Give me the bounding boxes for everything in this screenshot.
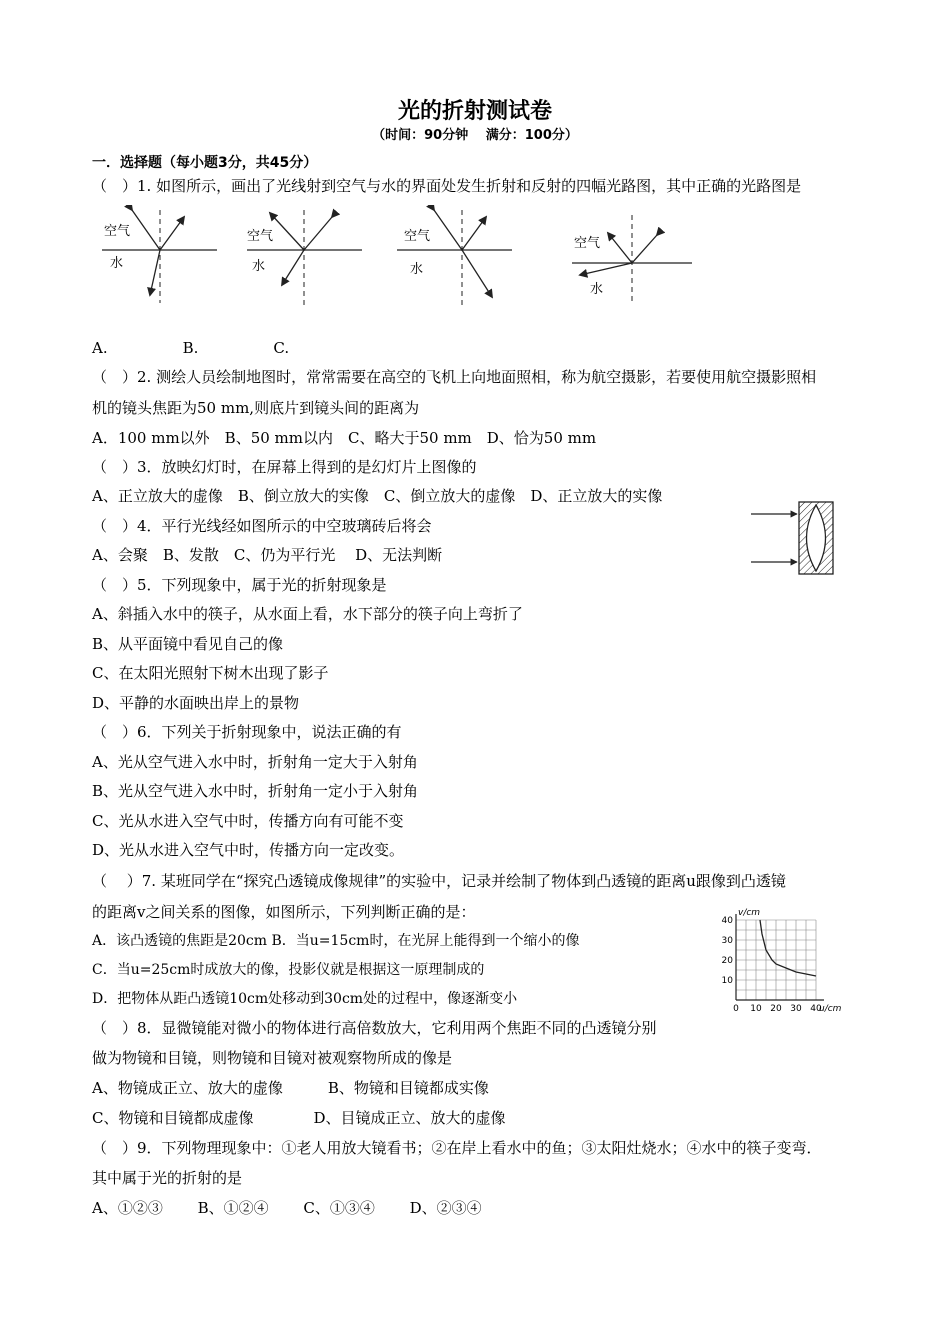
q7-options-ab: A．该凸透镜的焦距是20cm B．当u=15cm时，在光屏上能得到一个缩小的像 [92,933,580,949]
q4-stem: （ ）4．平行光线经如图所示的中空玻璃砖后将会 [92,517,432,535]
q5-option-a: A、斜插入水中的筷子，从水面上看，水下部分的筷子向上弯折了 [92,605,523,623]
diagram-4-air-label: 空气 [574,236,601,251]
q2-stem-2: 机的镜头焦距为50 mm,则底片到镜头间的距离为 [92,399,420,417]
y-tick-label: 40 [721,916,733,926]
q4-glass-brick-figure [745,498,855,578]
y-tick-label: 30 [721,936,733,946]
uv-chart [718,908,850,1016]
diagram-1 [102,210,217,303]
series-line [760,920,816,976]
diagram-1-water-label: 水 [110,256,124,271]
page-title: 光的折射测试卷 [397,99,552,124]
diagram-3 [397,210,512,305]
exam-info: （时间：90分钟 满分：100分） [372,128,578,143]
q4-options: A、会聚 B、发散 C、仍为平行光 D、无法判断 [92,546,443,564]
x-axis-label: u/cm [819,1004,842,1014]
q5-option-c: C、在太阳光照射下树木出现了影子 [92,664,329,682]
q6-option-a: A、光从空气进入水中时，折射角一定大于入射角 [92,753,418,771]
section-heading: 一．选择题（每小题3分，共45分） [92,155,318,171]
q6-option-c: C、光从水进入空气中时，传播方向有可能不变 [92,812,404,830]
chart-axes [736,914,824,1000]
diagram-2-water-label: 水 [252,259,266,274]
q6-option-b: B、光从空气进入水中时，折射角一定小于入射角 [92,782,419,800]
q2-options: A．100 mm以外 B、50 mm以内 C、略大于50 mm D、恰为50 mm [92,429,597,447]
y-tick-label: 10 [721,976,733,986]
q8-stem-2: 做为物镜和目镜，则物镜和目镜对被观察物所成的像是 [92,1049,453,1067]
q6-stem: （ ）6．下列关于折射现象中，说法正确的有 [92,723,402,741]
diagram-2-air-label: 空气 [247,229,274,244]
q8-options-cd: C、物镜和目镜都成虚像 D、目镜成正立、放大的虚像 [92,1109,506,1127]
chart-grid [736,920,816,1000]
q5-stem: （ ）5．下列现象中，属于光的折射现象是 [92,576,387,594]
diagram-2 [247,210,362,305]
q3-stem: （ ）3．放映幻灯时，在屏幕上得到的是幻灯片上图像的 [92,458,477,476]
q8-options-ab: A、物镜成正立、放大的虚像 B、物镜和目镜都成实像 [92,1079,489,1097]
diagram-4 [572,215,692,305]
x-tick-label: 0 [733,1004,739,1014]
q7-stem-2: 的距离v之间关系的图像，如图所示，下列判断正确的是： [92,903,476,921]
x-tick-label: 30 [790,1004,802,1014]
q1-diagrams [92,205,712,310]
q9-options: A、①②③ B、①②④ C、①③④ D、②③④ [92,1199,482,1217]
q3-options: A、正立放大的虚像 B、倒立放大的实像 C、倒立放大的虚像 D、正立放大的实像 [92,487,663,505]
q9-stem-2: 其中属于光的折射的是 [92,1169,243,1187]
diagram-1-air-label: 空气 [104,224,131,239]
diagram-4-water-label: 水 [590,282,604,297]
q1-options: A. B. C. [92,339,290,357]
q9-stem-1: （ ）9．下列物理现象中：①老人用放大镜看书；②在岸上看水中的鱼；③太阳灶烧水；④水中的筷子变弯． [92,1139,822,1157]
q6-option-d: D、光从水进入空气中时，传播方向一定改变。 [92,841,405,859]
x-tick-label: 10 [750,1004,762,1014]
q2-stem-1: （ ）2. 测绘人员绘制地图时，常常需要在高空的飞机上向地面照相，称为航空摄影，若要使用航空摄影照相 [92,368,817,386]
q7-option-d: D．把物体从距凸透镜10cm处移动到30cm处的过程中，像逐渐变小 [92,991,518,1007]
diagram-3-air-label: 空气 [404,229,431,244]
y-axis-label: v/cm [738,908,761,918]
q5-option-d: D、平静的水面映出岸上的景物 [92,694,300,712]
q8-stem-1: （ ）8．显微镜能对微小的物体进行高倍数放大，它利用两个焦距不同的凸透镜分别 [92,1019,657,1037]
diagram-3-water-label: 水 [410,262,424,277]
x-tick-label: 40 [810,1004,822,1014]
q7-option-c: C．当u=25cm时成放大的像，投影仪就是根据这一原理制成的 [92,962,485,978]
y-tick-label: 20 [721,956,733,966]
x-tick-label: 20 [770,1004,782,1014]
q1-stem: （ ）1. 如图所示，画出了光线射到空气与水的界面处发生折射和反射的四幅光路图，其中正确的光路图是 [92,177,802,195]
q5-option-b: B、从平面镜中看见自己的像 [92,635,284,653]
q7-stem-1: （ ）7. 某班同学在“探究凸透镜成像规律”的实验中，记录并绘制了物体到凸透镜的距离u跟像到凸透镜 [92,872,786,890]
